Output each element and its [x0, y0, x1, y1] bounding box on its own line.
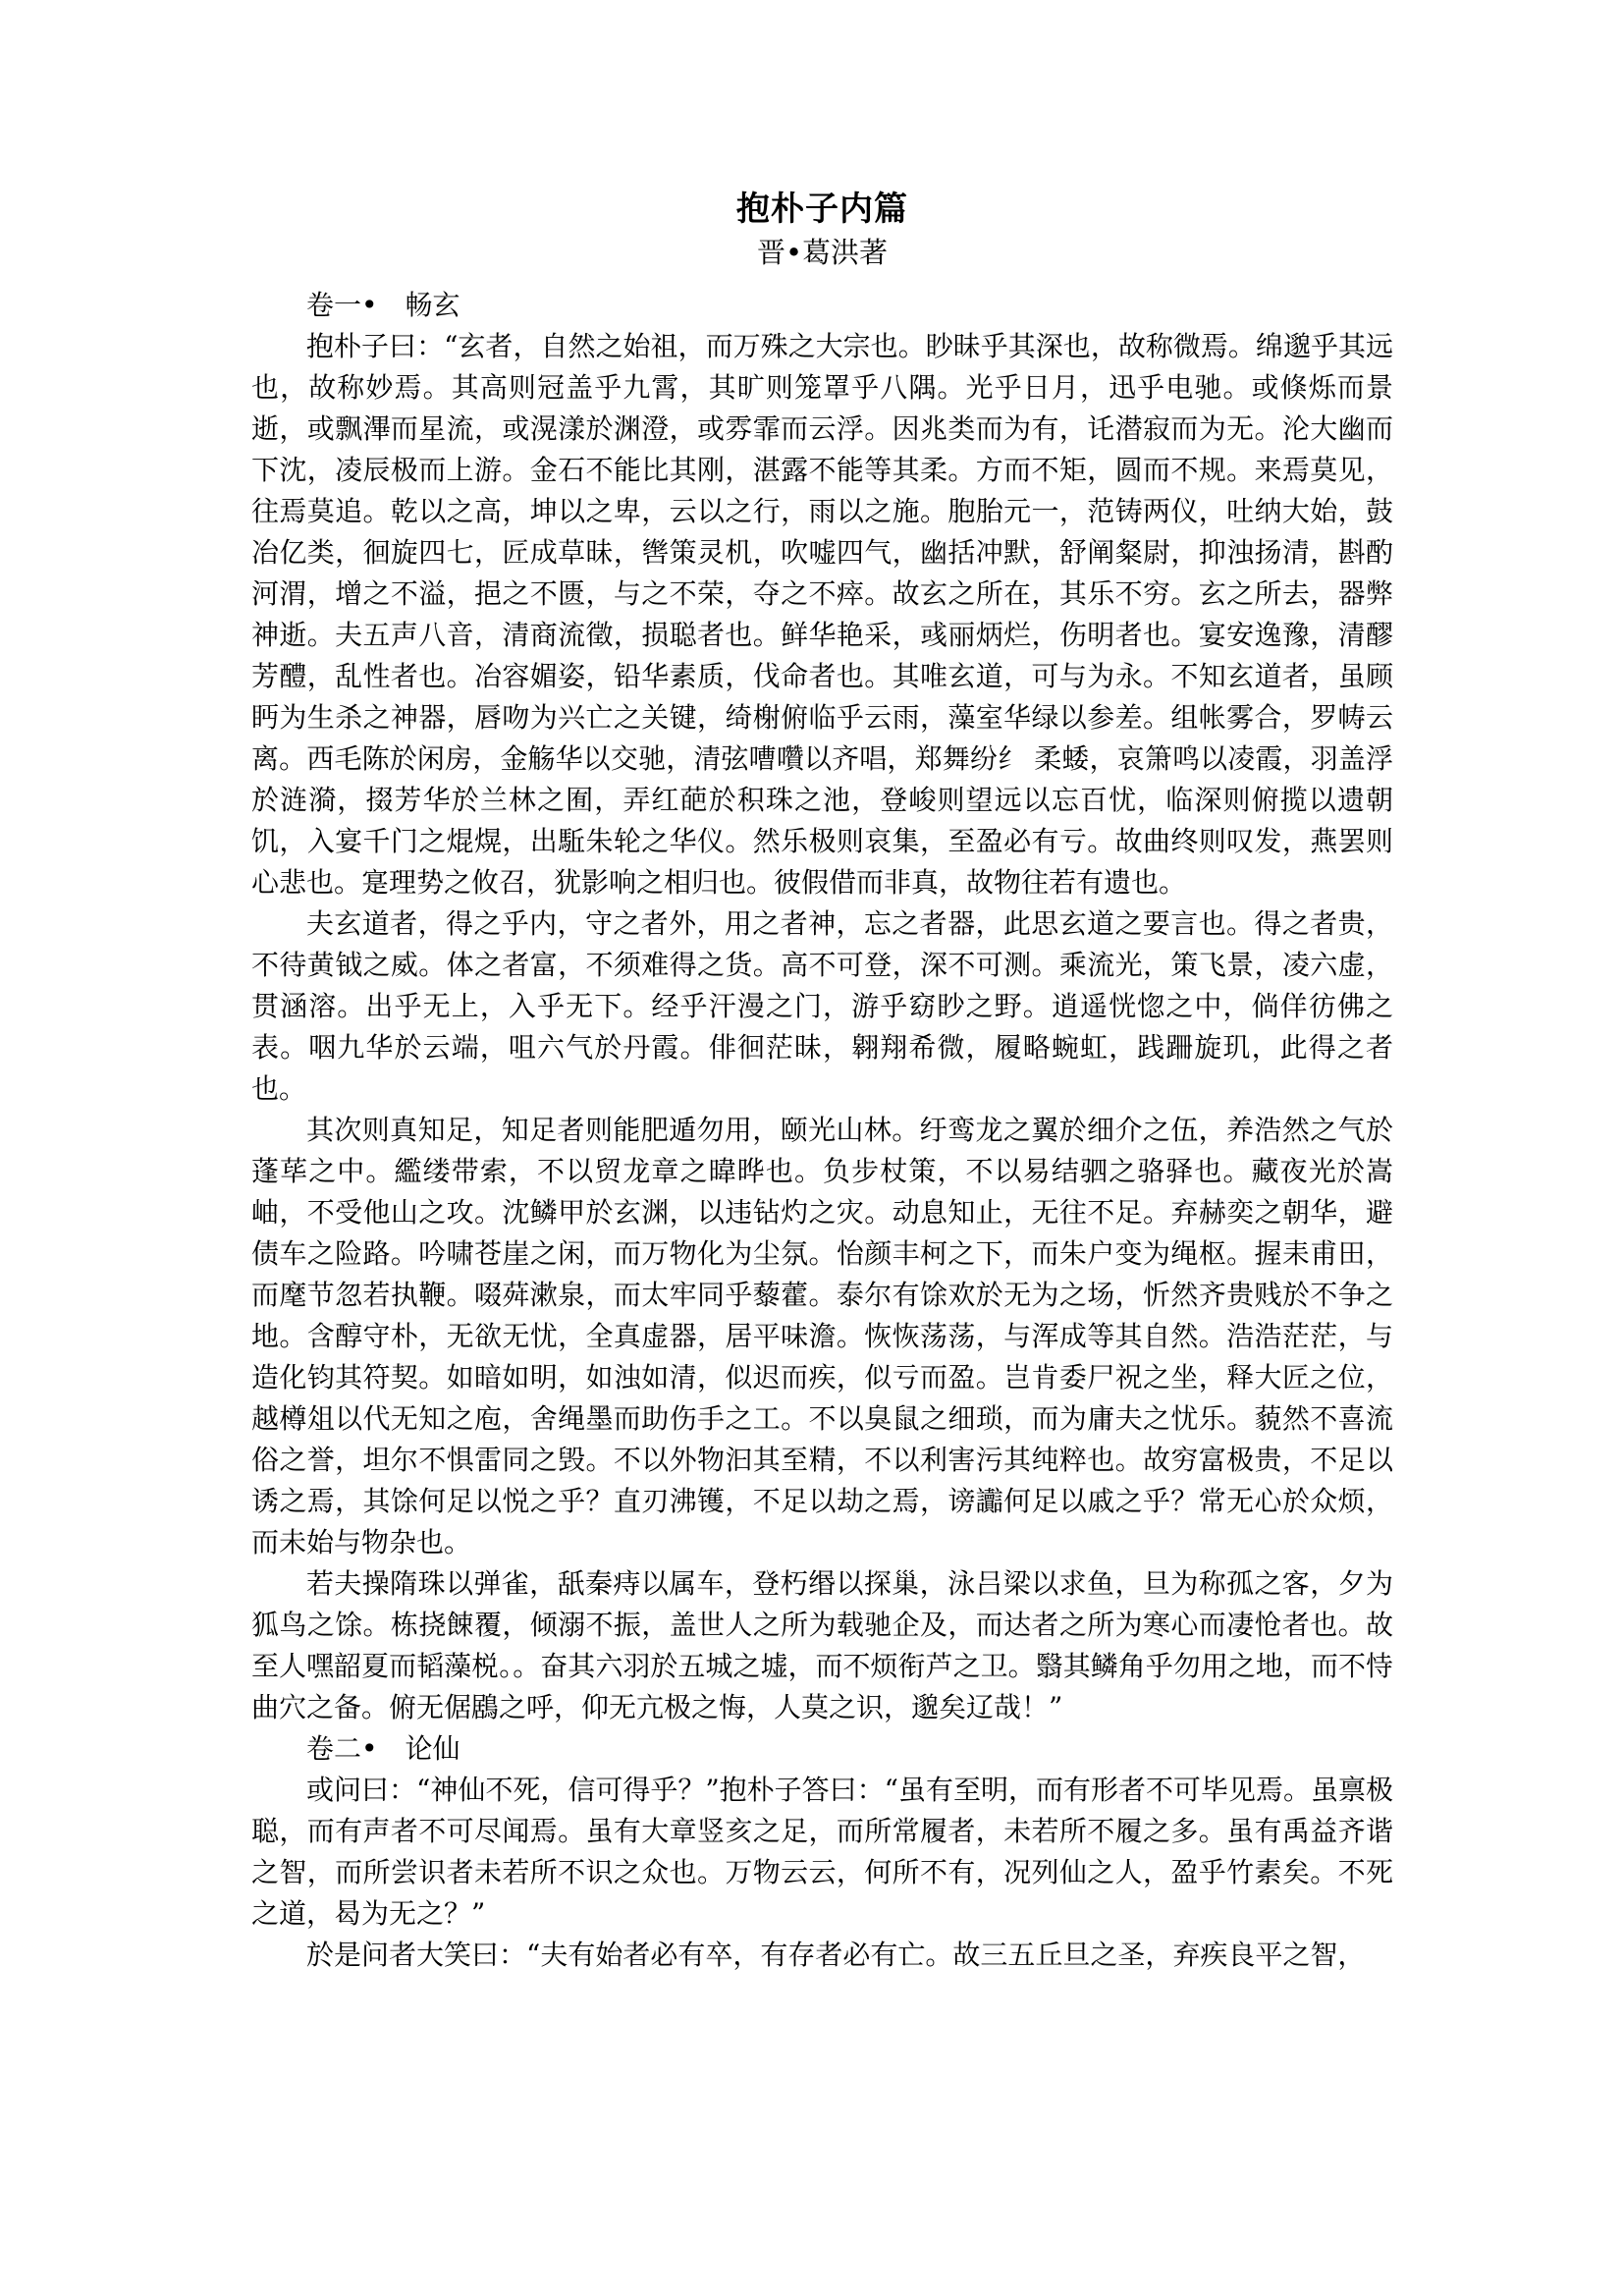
paragraph: 抱朴子曰：“玄者，自然之始祖，而万殊之大宗也。眇昧乎其深也，故称微焉。绵邈乎其远也，故称妙焉。其高则冠盖乎九霄，其旷则笼罩乎八隅。光乎日月，迅乎电驰。或倏烁而景逝，或飘滭而星流，或滉漾於渊澄，或雰霏而云浮。因兆类而为有，讬潜寂而为无。沦大幽而下沈，凌辰极而上游。金石不能比其刚，湛露不能等其柔。方而不矩，圆而不规。来焉莫见，往焉莫追。乾以之高，坤以之卑，云以之行，雨以之施。胞胎元一，范铸两仪，吐纳大始，鼓冶亿类，徊旋四七，匠成草昧，辔策灵机，吹嘘四气，幽括冲默，舒阐粲尉，抑浊扬清，斟酌河渭，增之不溢，挹之不匮，与之不荣，夺之不瘁。故玄之所在，其乐不穷。玄之所去，器弊神逝。夫五声八音，清商流徵，损聪者也。鲜华艳采，彧丽炳烂，伤明者也。宴安逸豫，清醪芳醴，乱性者也。冶容媚姿，铅华素质，伐命者也。其唯玄道，可与为永。不知玄道者，虽顾眄为生杀之神器，唇吻为兴亡之关键，绮榭俯临乎云雨，藻室华绿以参差。组帐雾合，罗帱云离。西毛陈於闲房，金觞华以交驰，清弦嘈囋以齐唱，郑舞纷纟 柔蜲，哀箫鸣以凌霞，羽盖浮於涟漪，掇芳华於兰林之囿，弄红葩於积珠之池，登峻则望远以忘百忧，临深则俯揽以遗朝饥，入宴千门之焜熀，出駈朱轮之华仪。然乐极则哀集，至盈必有亏。故曲终则叹发，燕罢则心悲也。寔理势之攸召，犹影响之相归也。彼假借而非真，故物往若有遗也。 — [251, 330, 1393, 899]
paragraph: 其次则真知足，知足者则能肥遁勿用，颐光山林。纡鸾龙之翼於细介之伍，养浩然之气於蓬荜之中。繿缕带索，不以贸龙章之暐晔也。负步杖策，不以易结驷之骆驿也。藏夜光於嵩岫，不受他山之攻。沈鳞甲於玄渊，以违钻灼之灾。动息知止，无往不足。弃赫奕之朝华，避债车之险路。吟啸苍崖之闲，而万物化为尘氛。怡颜丰柯之下，而朱户变为绳枢。握耒甫田，而麾节忽若执鞭。啜荈漱泉，而太牢同乎藜藿。泰尔有馀欢於无为之场，忻然齐贵贱於不争之地。含醇守朴，无欲无忧，全真虚器，居平味澹。恢恢荡荡，与浑成等其自然。浩浩茫茫，与造化钧其符契。如暗如明，如浊如清，似迟而疾，似亏而盈。岂肯委尸祝之坐，释大匠之位，越樽俎以代无知之庖，舍绳墨而助伤手之工。不以臭鼠之细琐，而为庸夫之忧乐。藐然不喜流俗之誉，坦尔不惧雷同之毁。不以外物汩其至精，不以利害污其纯粹也。故穷富极贵，不足以诱之焉，其馀何足以悦之乎？直刃沸镬，不足以劫之焉，谤讟何足以戚之乎？常无心於众烦，而未始与物杂也。 — [251, 1114, 1393, 1558]
section-heading: 卷一• 畅玄 — [306, 289, 460, 321]
section-heading: 卷二• 论仙 — [306, 1732, 460, 1765]
paragraph: 於是问者大笑曰：“夫有始者必有卒，有存者必有亡。故三五丘旦之圣，弃疾良平之智， — [306, 1939, 1366, 1971]
document-body — [251, 285, 1393, 1976]
paragraph: 或问曰：“神仙不死，信可得乎？”抱朴子答曰：“虽有至明，而有形者不可毕见焉。虽禀极聪，而有声者不可尽闻焉。虽有大章竖亥之足，而所常履者，未若所不履之多。虽有禹益齐谐之智，而所尝识者未若所不识之众也。万物云云，何所不有，况列仙之人，盈乎竹素矣。不死之道，曷为无之？” — [251, 1774, 1393, 1930]
document-author: 晋•葛洪著 — [756, 236, 889, 269]
paragraph: 若夫操隋珠以弹雀，舐秦痔以属车，登朽缗以探巢，泳吕梁以求鱼，旦为称孤之客，夕为狐鸟之馀。栋挠餗覆，倾溺不振，盖世人之所为载驰企及，而达者之所为寒心而凄怆者也。故至人嘿韶夏而韬藻棁。。奋其六羽於五城之墟，而不烦衔芦之卫。翳其鳞角乎勿用之地，而不恃曲穴之备。俯无倨鶋之呼，仰无亢极之悔，人莫之识，邈矣辽哉！” — [251, 1567, 1393, 1723]
document-title: 抱朴子内篇 — [736, 190, 908, 229]
paragraph: 夫玄道者，得之乎内，守之者外，用之者神，忘之者器，此思玄道之要言也。得之者贵，不待黄钺之威。体之者富，不须难得之货。高不可登，深不可测。乘流光，策飞景，凌六虚，贯涵溶。出乎无上，入乎无下。经乎汗漫之门，游乎窈眇之野。逍遥恍惚之中，倘佯彷佛之表。咽九华於云端，咀六气於丹霞。俳徊茫昧，翱翔希微，履略蜿虹，践跚旋玑，此得之者也。 — [251, 907, 1393, 1105]
